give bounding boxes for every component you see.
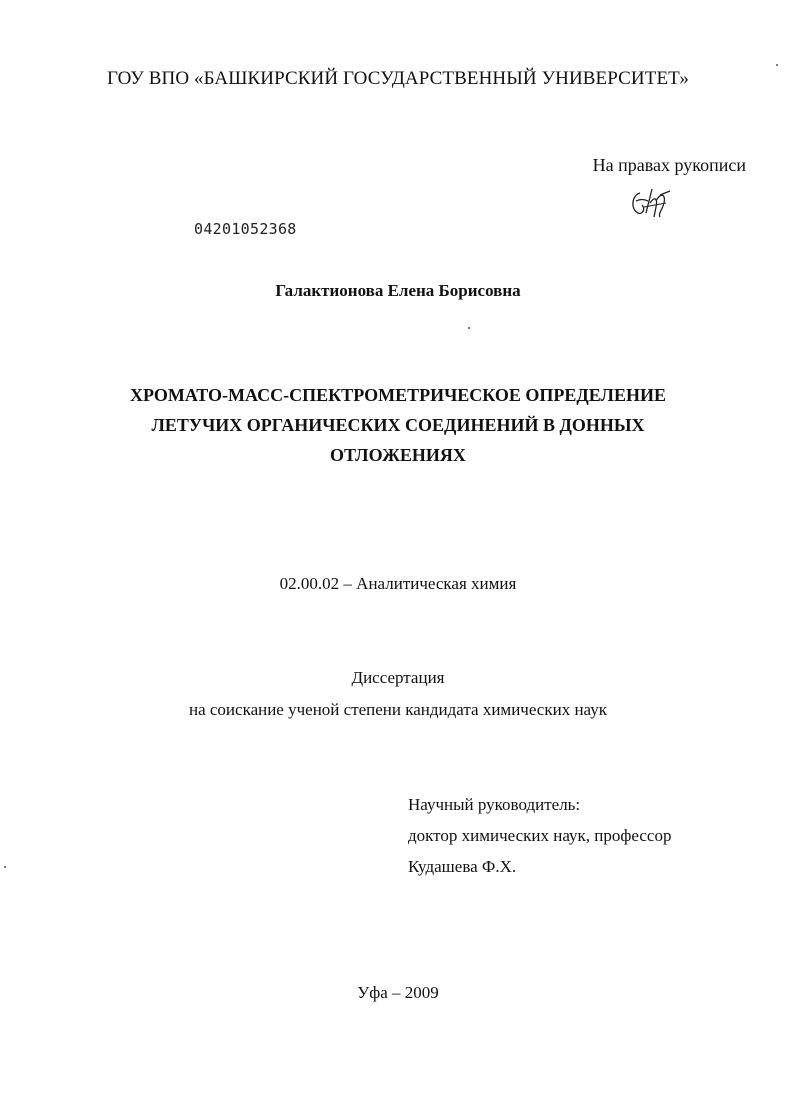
- scan-speck: [776, 64, 778, 66]
- manuscript-rights-note: На правах рукописи: [592, 155, 746, 175]
- supervisor-name: Кудашева Ф.Х.: [408, 857, 517, 876]
- specialty-code: 02.00.02 – Аналитическая химия: [279, 574, 517, 593]
- title-line: ХРОМАТО-МАСС-СПЕКТРОМЕТРИЧЕСКОЕ ОПРЕДЕЛЕНИЕ: [129, 385, 666, 405]
- city-year: Уфа – 2009: [357, 983, 439, 1002]
- author-name: Галактионова Елена Борисовна: [275, 281, 521, 300]
- title-line: ОТЛОЖЕНИЯХ: [330, 445, 466, 465]
- scan-speck: [4, 866, 6, 868]
- supervisor-degree: доктор химических наук, профессор: [408, 826, 672, 845]
- handwritten-signature: [626, 183, 674, 223]
- institution-name: ГОУ ВПО «БАШКИРСКИЙ ГОСУДАРСТВЕННЫЙ УНИВЕРСИТЕТ»: [107, 68, 689, 89]
- catalog-number: 04201052368: [194, 220, 297, 238]
- scan-speck: [468, 327, 470, 329]
- title-line: ЛЕТУЧИХ ОРГАНИЧЕСКИХ СОЕДИНЕНИЙ В ДОННЫХ: [151, 415, 645, 435]
- supervisor-label: Научный руководитель:: [408, 795, 581, 814]
- degree-aim: на соискание ученой степени кандидата химических наук: [188, 700, 607, 719]
- dissertation-title: [0, 380, 796, 470]
- document-type: Диссертация: [351, 668, 445, 687]
